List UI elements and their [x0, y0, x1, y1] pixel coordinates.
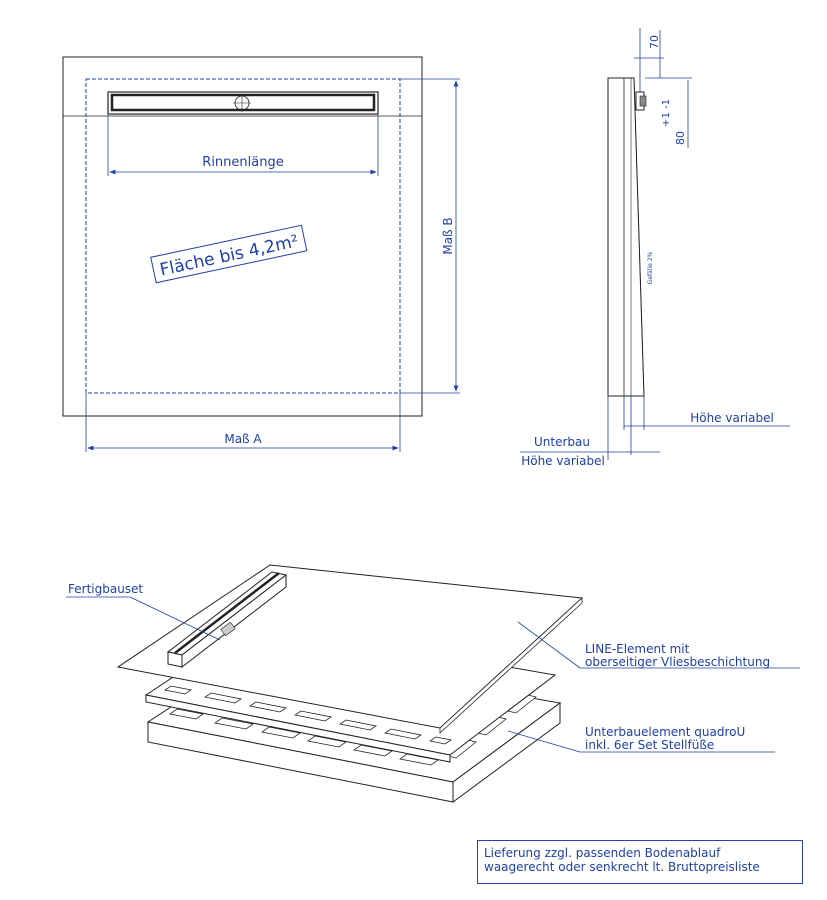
unterbau-label: Unterbau	[534, 435, 590, 449]
note-line-2: waagerecht oder senkrecht lt. Bruttopreisliste	[484, 860, 760, 874]
line-element-2: oberseitiger Vliesbeschichtung	[585, 655, 771, 669]
hoehe-variabel-right: Höhe variabel	[690, 411, 774, 425]
delivery-note	[477, 840, 803, 884]
dim-80: 80	[674, 131, 687, 145]
dim-tol: +1 -1	[661, 99, 672, 127]
unterbau-element-2: inkl. 6er Set Stellfüße	[585, 738, 715, 752]
exploded-view	[66, 565, 800, 802]
note-line-1: Lieferung zzgl. passenden Bodenablauf	[484, 846, 721, 860]
mass-a-label: Maß A	[224, 432, 262, 446]
area-label: Fläche bis 4,2m²	[158, 231, 301, 281]
hoehe-variabel-left: Höhe variabel	[521, 454, 605, 468]
top-view	[63, 57, 460, 452]
fertigbauset-label: Fertigbauset	[68, 582, 144, 596]
unterbau-element-1: Unterbauelement quadroU	[585, 725, 746, 739]
gefaelle-label: Gefälle 2%	[647, 251, 654, 285]
side-view	[520, 28, 790, 468]
rinnen-label: Rinnenlänge	[202, 155, 284, 170]
dim-70: 70	[648, 35, 661, 49]
line-element-1: LINE-Element mit	[585, 642, 690, 656]
mass-b-label: Maß B	[441, 217, 455, 255]
